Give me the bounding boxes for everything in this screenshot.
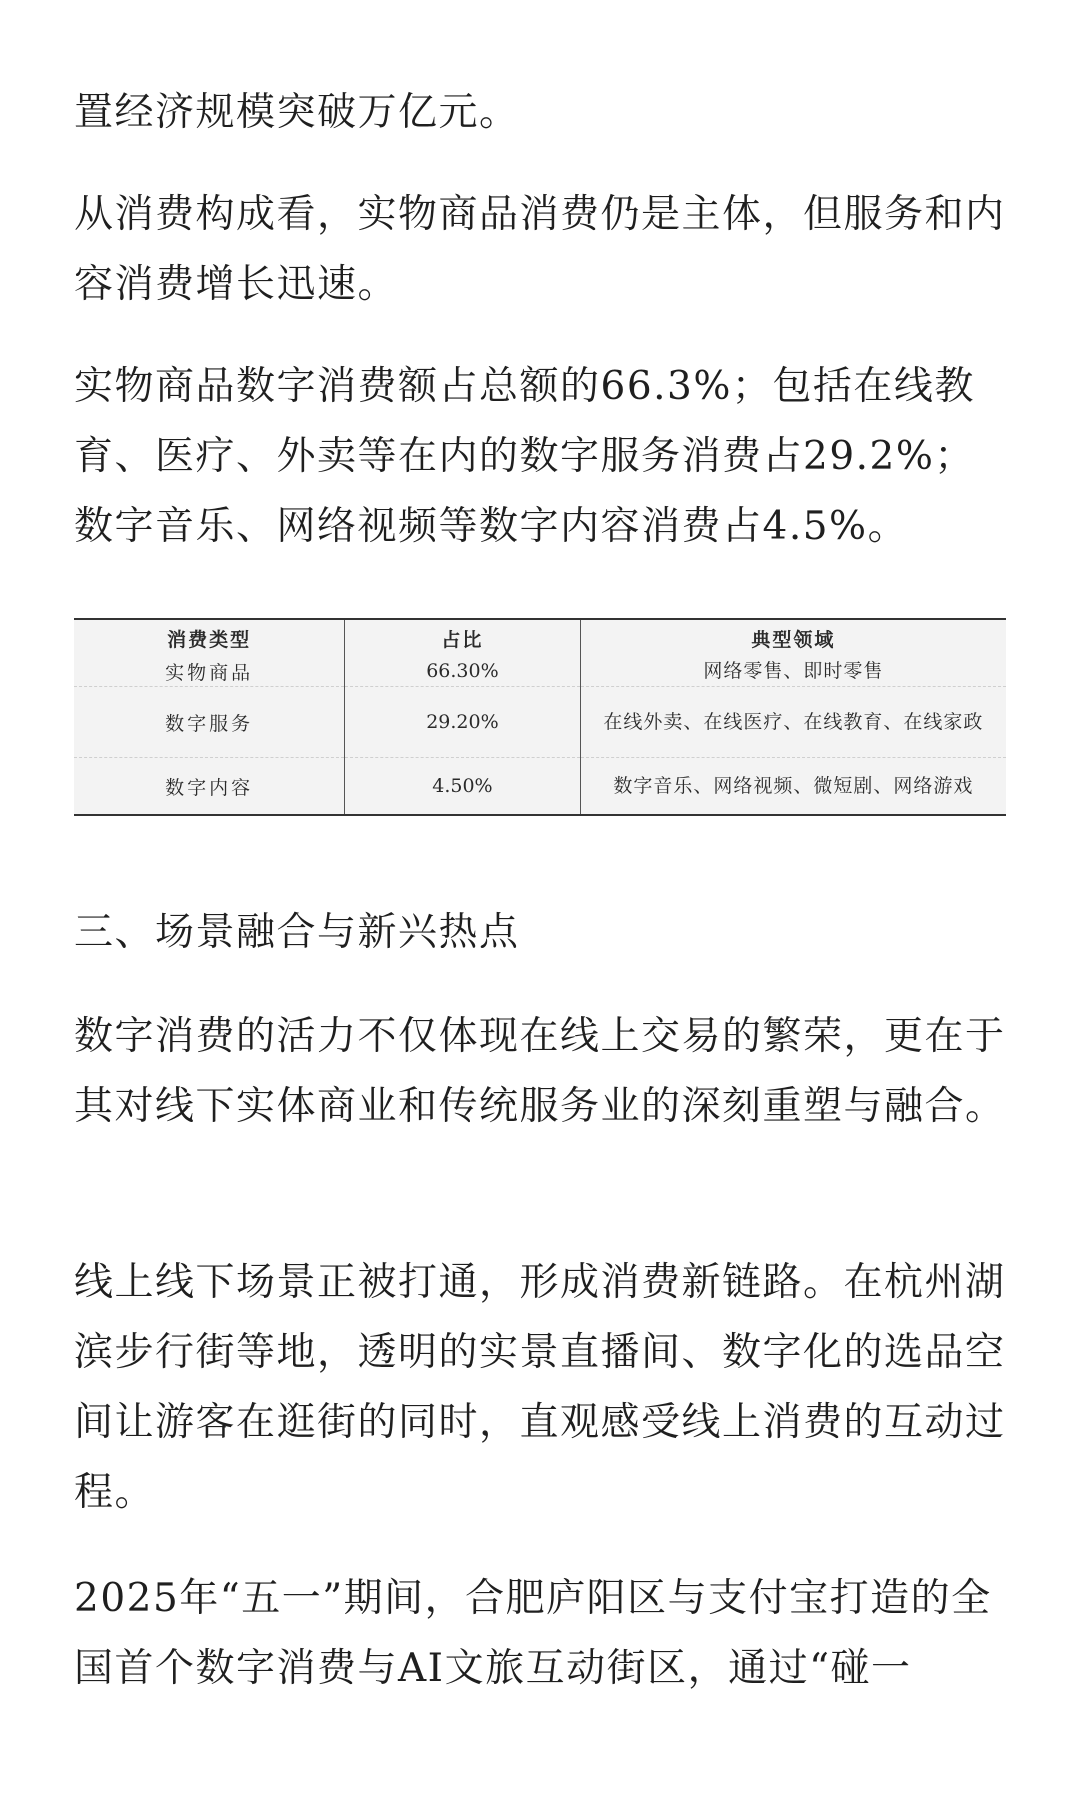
header-type: 消费类型	[74, 619, 345, 656]
paragraph-3: 实物商品数字消费额占总额的66.3%；包括在线教育、医疗、外卖等在内的数字服务消费占29.2%；数字音乐、网络视频等数字内容消费占4.5%。	[74, 364, 975, 549]
cell-type: 实物商品	[74, 656, 345, 687]
section-heading: 三、场景融合与新兴热点	[74, 910, 520, 955]
table-row	[74, 687, 1006, 758]
table-row	[74, 758, 1006, 816]
paragraph-2: 从消费构成看，实物商品消费仍是主体，但服务和内容消费增长迅速。	[74, 192, 1006, 307]
cell-field: 在线外卖、在线医疗、在线教育、在线家政	[580, 687, 1006, 758]
consumption-table	[74, 618, 1006, 816]
cell-field: 网络零售、即时零售	[580, 656, 1006, 687]
cell-type: 数字内容	[74, 758, 345, 816]
paragraph-6: 2025年“五一”期间，合肥庐阳区与支付宝打造的全国首个数字消费与AI文旅互动街区，通过“碰一	[74, 1576, 992, 1691]
cell-share: 29.20%	[345, 687, 580, 758]
cell-type: 数字服务	[74, 687, 345, 758]
table-row	[74, 656, 1006, 687]
consumption-table-grid	[74, 618, 1006, 816]
paragraph-1: 置经济规模突破万亿元。	[74, 90, 520, 135]
cell-share: 4.50%	[345, 758, 580, 816]
header-field: 典型领域	[751, 628, 836, 651]
table-header-row	[74, 619, 1006, 656]
paragraph-4: 数字消费的活力不仅体现在线上交易的繁荣，更在于其对线下实体商业和传统服务业的深刻重塑与融合。	[74, 1014, 1006, 1129]
cell-field: 数字音乐、网络视频、微短剧、网络游戏	[613, 775, 974, 797]
paragraph-5: 线上线下场景正被打通，形成消费新链路。在杭州湖滨步行街等地，透明的实景直播间、数字化的选品空间让游客在逛街的同时，直观感受线上消费的互动过程。	[74, 1260, 1006, 1515]
header-share: 占比	[345, 619, 580, 656]
cell-share: 66.30%	[345, 656, 580, 687]
